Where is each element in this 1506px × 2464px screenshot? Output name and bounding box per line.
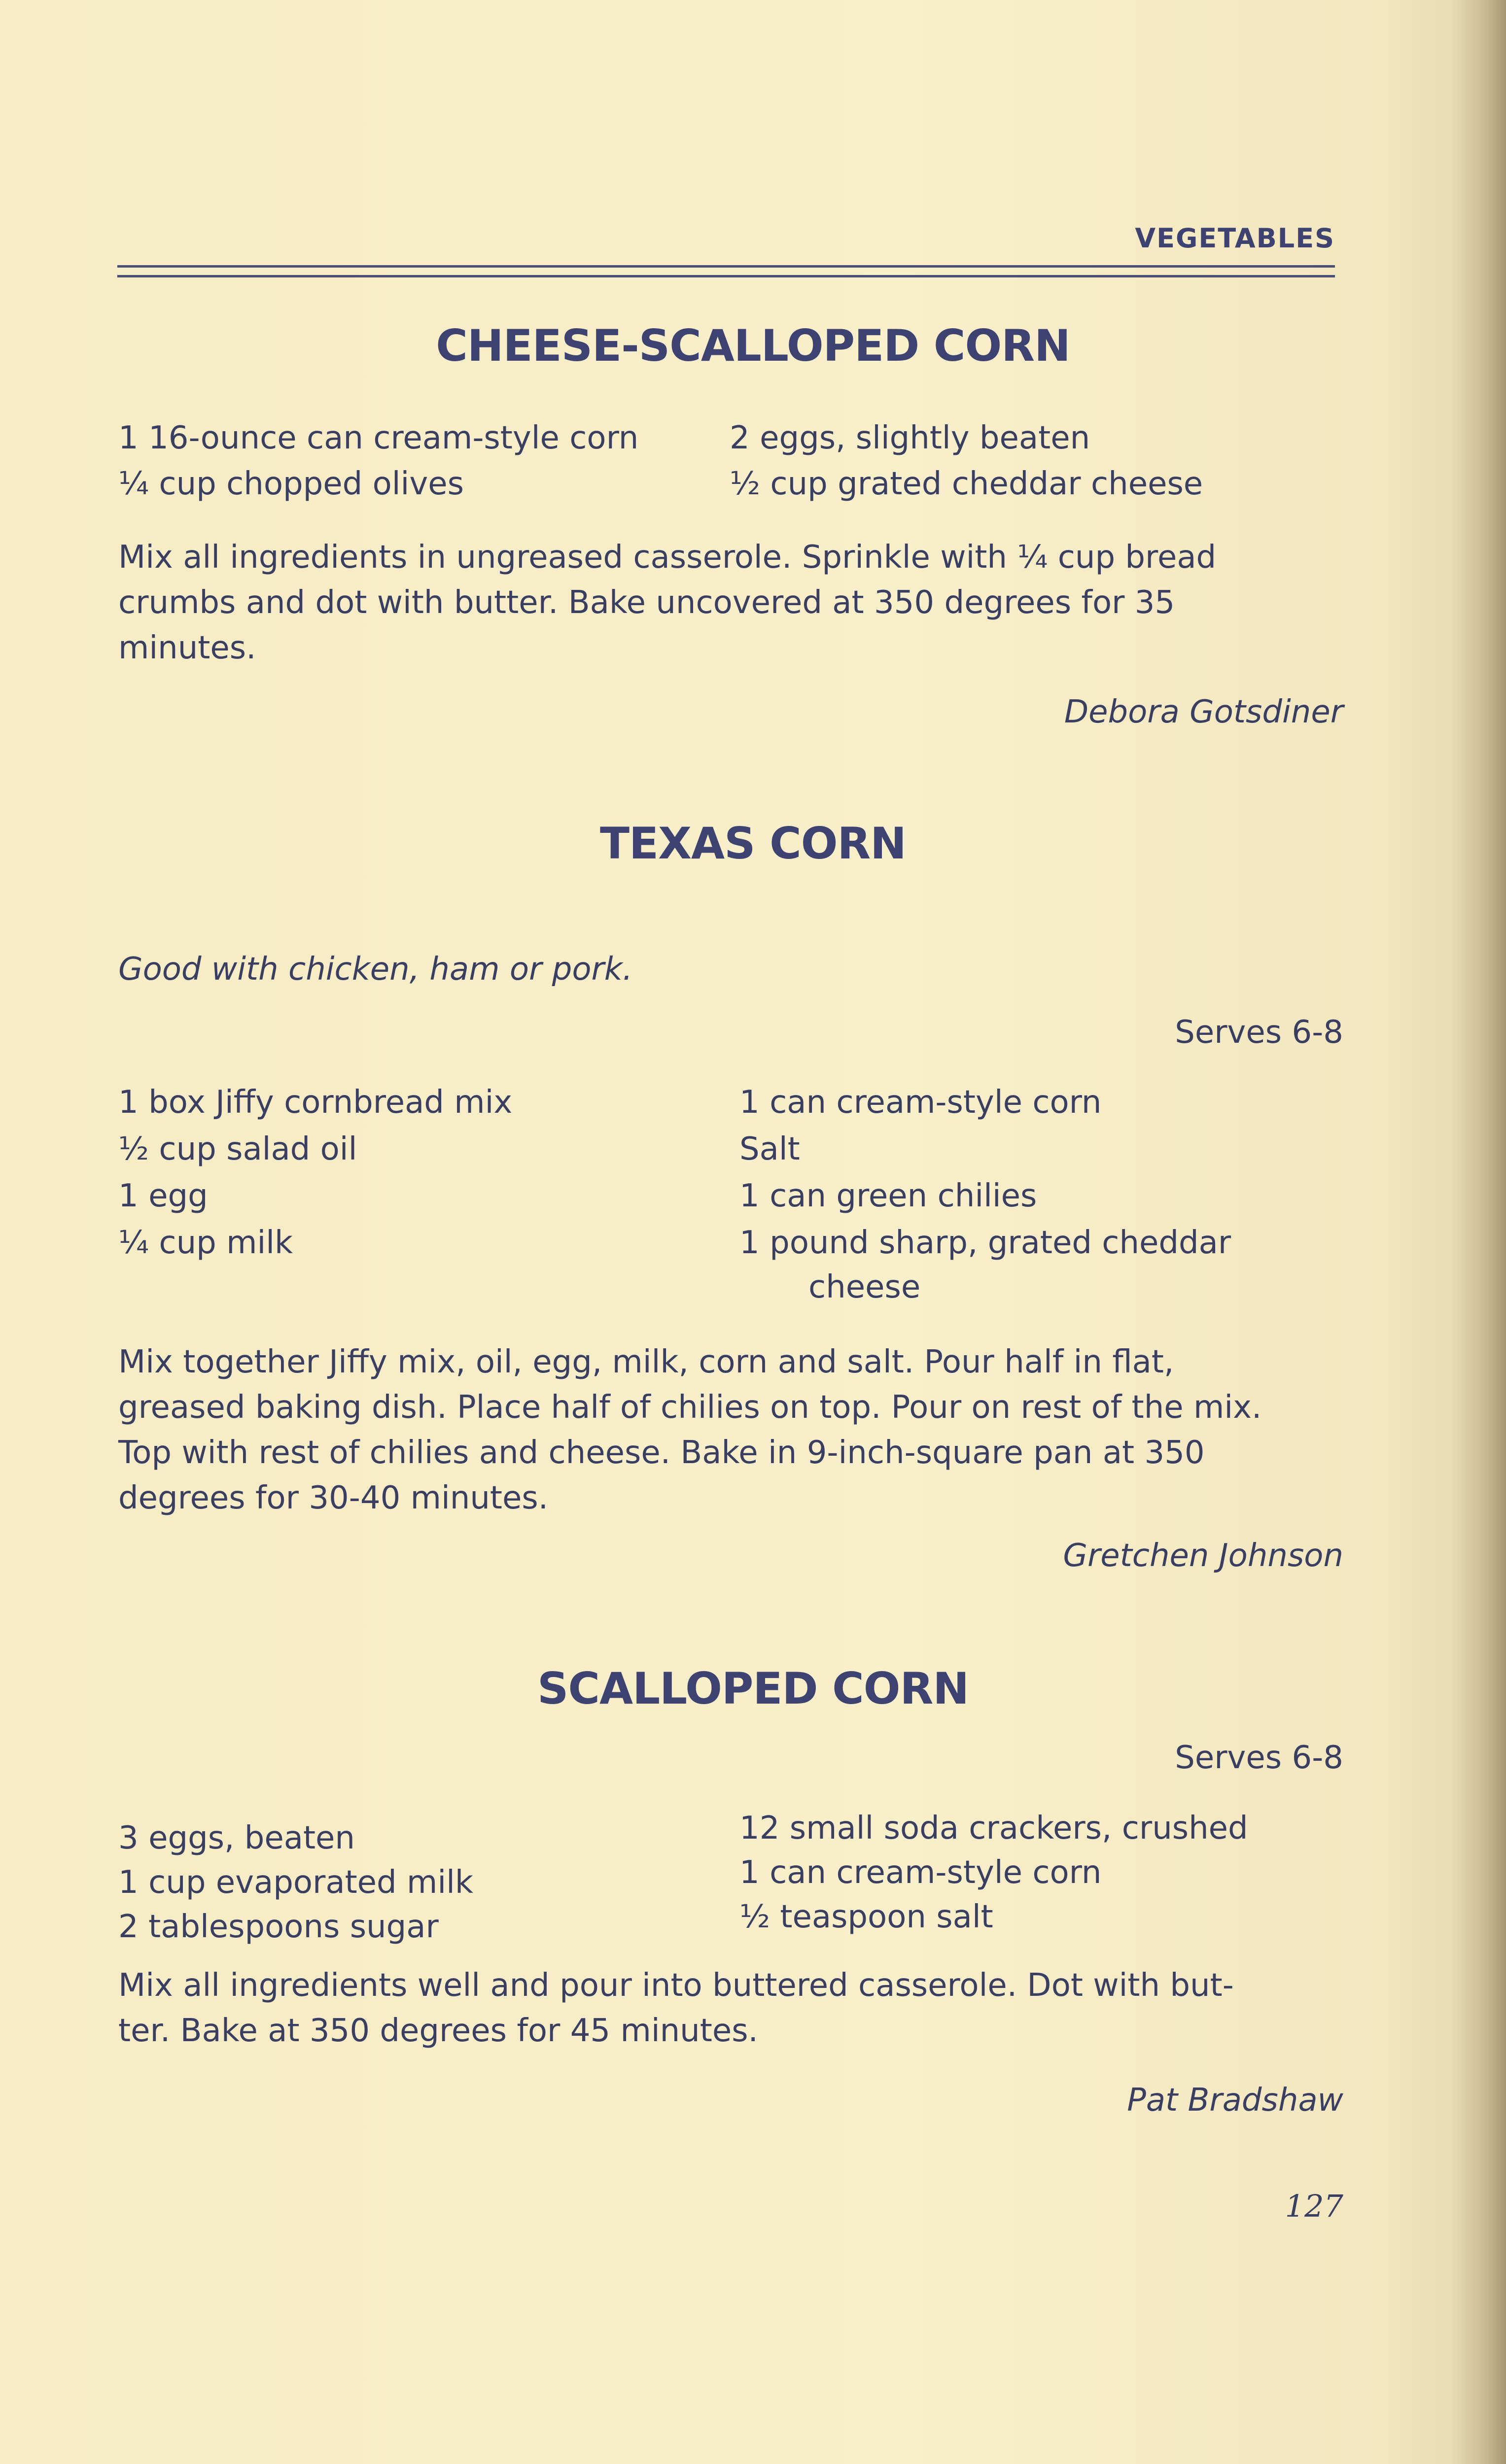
ingredient: 12 small soda crackers, crushed — [739, 1810, 1248, 1847]
ingredient: 3 eggs, beaten — [118, 1820, 355, 1856]
recipe-instructions: Mix all ingredients in ungreased casserole. Sprinkle with ¼ cup bread crumbs and dot with butter. Bake uncovered at 350 degrees for 35 minutes. — [118, 539, 1217, 666]
recipe-title: SCALLOPED CORN — [537, 1663, 969, 1714]
recipe-title: TEXAS CORN — [600, 818, 906, 869]
ingredient: 1 can cream-style corn — [739, 1084, 1102, 1121]
ingredient: Salt — [739, 1131, 800, 1167]
recipe-instructions: Mix together Jiffy mix, oil, egg, milk, corn and salt. Pour half in flat, greased baking dish. Place half of chilies on top. Pour on rest of the mix. Top with rest of chilies and cheese. Bake in 9-inch-square pan at 350 degrees for 30-40 minutes. — [118, 1344, 1262, 1516]
ingredient: 2 eggs, slightly beaten — [730, 420, 1090, 456]
recipe-author: Debora Gotsdiner — [1064, 694, 1343, 730]
ingredient: ½ cup salad oil — [118, 1131, 357, 1167]
header-rule-bottom — [117, 275, 1335, 277]
recipe-author: Pat Bradshaw — [1127, 2082, 1343, 2119]
ingredient: 1 16-ounce can cream-style corn — [118, 420, 639, 456]
ingredient: 2 tablespoons sugar — [118, 1909, 439, 1945]
ingredient: 1 cup evaporated milk — [118, 1864, 473, 1901]
ingredient: 1 egg — [118, 1178, 208, 1214]
ingredient: 1 can cream-style corn — [739, 1854, 1102, 1891]
ingredient: cheese — [808, 1269, 921, 1305]
ingredient: ½ teaspoon salt — [739, 1899, 993, 1935]
recipe-title: CHEESE-SCALLOPED CORN — [436, 320, 1070, 371]
ingredient: 1 box Jiffy cornbread mix — [118, 1084, 513, 1121]
recipe-serves: Serves 6-8 — [1175, 1014, 1343, 1051]
recipe-serves: Serves 6-8 — [1175, 1740, 1343, 1776]
recipe-note: Good with chicken, ham or pork. — [118, 951, 633, 988]
header-rule-top — [117, 265, 1335, 268]
ingredient: ½ cup grated cheddar cheese — [730, 466, 1203, 502]
recipe-instructions: Mix all ingredients well and pour into buttered casserole. Dot with but- ter. Bake at 350 degrees for 45 minutes. — [118, 1967, 1234, 2049]
recipe-author: Gretchen Johnson — [1063, 1538, 1343, 1574]
section-header: VEGETABLES — [1135, 223, 1335, 254]
ingredient: 1 can green chilies — [739, 1178, 1037, 1214]
ingredient: ¼ cup milk — [118, 1225, 293, 1261]
ingredient: 1 pound sharp, grated cheddar — [739, 1225, 1231, 1261]
ingredient: ¼ cup chopped olives — [118, 466, 464, 502]
page-number: 127 — [1285, 2188, 1343, 2224]
